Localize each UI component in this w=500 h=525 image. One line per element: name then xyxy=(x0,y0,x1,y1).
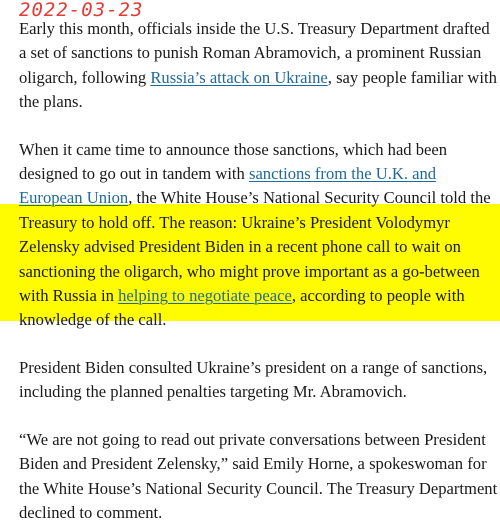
article-body xyxy=(19,17,500,525)
link-helping-negotiate-peace[interactable]: helping to negotiate peace xyxy=(118,286,292,306)
link-sanctions-uk-eu[interactable]: sanctions from the U.K. and European Union xyxy=(19,164,437,208)
paragraph-4 xyxy=(19,428,500,525)
paragraph-2-text-c: , according to people with knowledge of the call. xyxy=(19,286,465,330)
link-russia-attack-on-ukraine[interactable]: Russia’s attack on Ukraine xyxy=(150,67,328,87)
paragraph-4-text: “We are not going to read out private conversations between President Biden and President Zelensky,” said Emily Horne, a spokeswoman for the White House’s National Security Council. The Treasury Department declined to comment. xyxy=(19,429,498,522)
paragraph-1-text-a: Early this month, officials inside the U.S. Treasury Department drafted a set of sanctions to punish Roman Abramovich, a prominent Russian oligarch, following xyxy=(19,19,490,87)
paragraph-1-text-b: , say people familiar with the plans. xyxy=(19,67,497,112)
handwritten-date-stamp: 2022-03-23 xyxy=(19,0,144,21)
paragraph-1 xyxy=(19,17,500,115)
paragraph-2-text-b: , the White House’s National Security Council told the Treasury to hold off. The reason: Ukraine’s President Volodymyr Zelensky advised President Biden in a recent phone call to wait on sanctioning the oligarch, who might prove important as a go-between with Russia in xyxy=(19,188,491,306)
paragraph-3 xyxy=(19,356,500,405)
paragraph-2-text-a: When it came time to announce those sanctions, which had been designed to go out in tandem with xyxy=(19,139,448,184)
paragraph-3-text: President Biden consulted Ukraine’s president on a range of sanctions, including the planned penalties targeting Mr. Abramovich. xyxy=(19,357,488,402)
paragraph-2 xyxy=(19,138,500,333)
